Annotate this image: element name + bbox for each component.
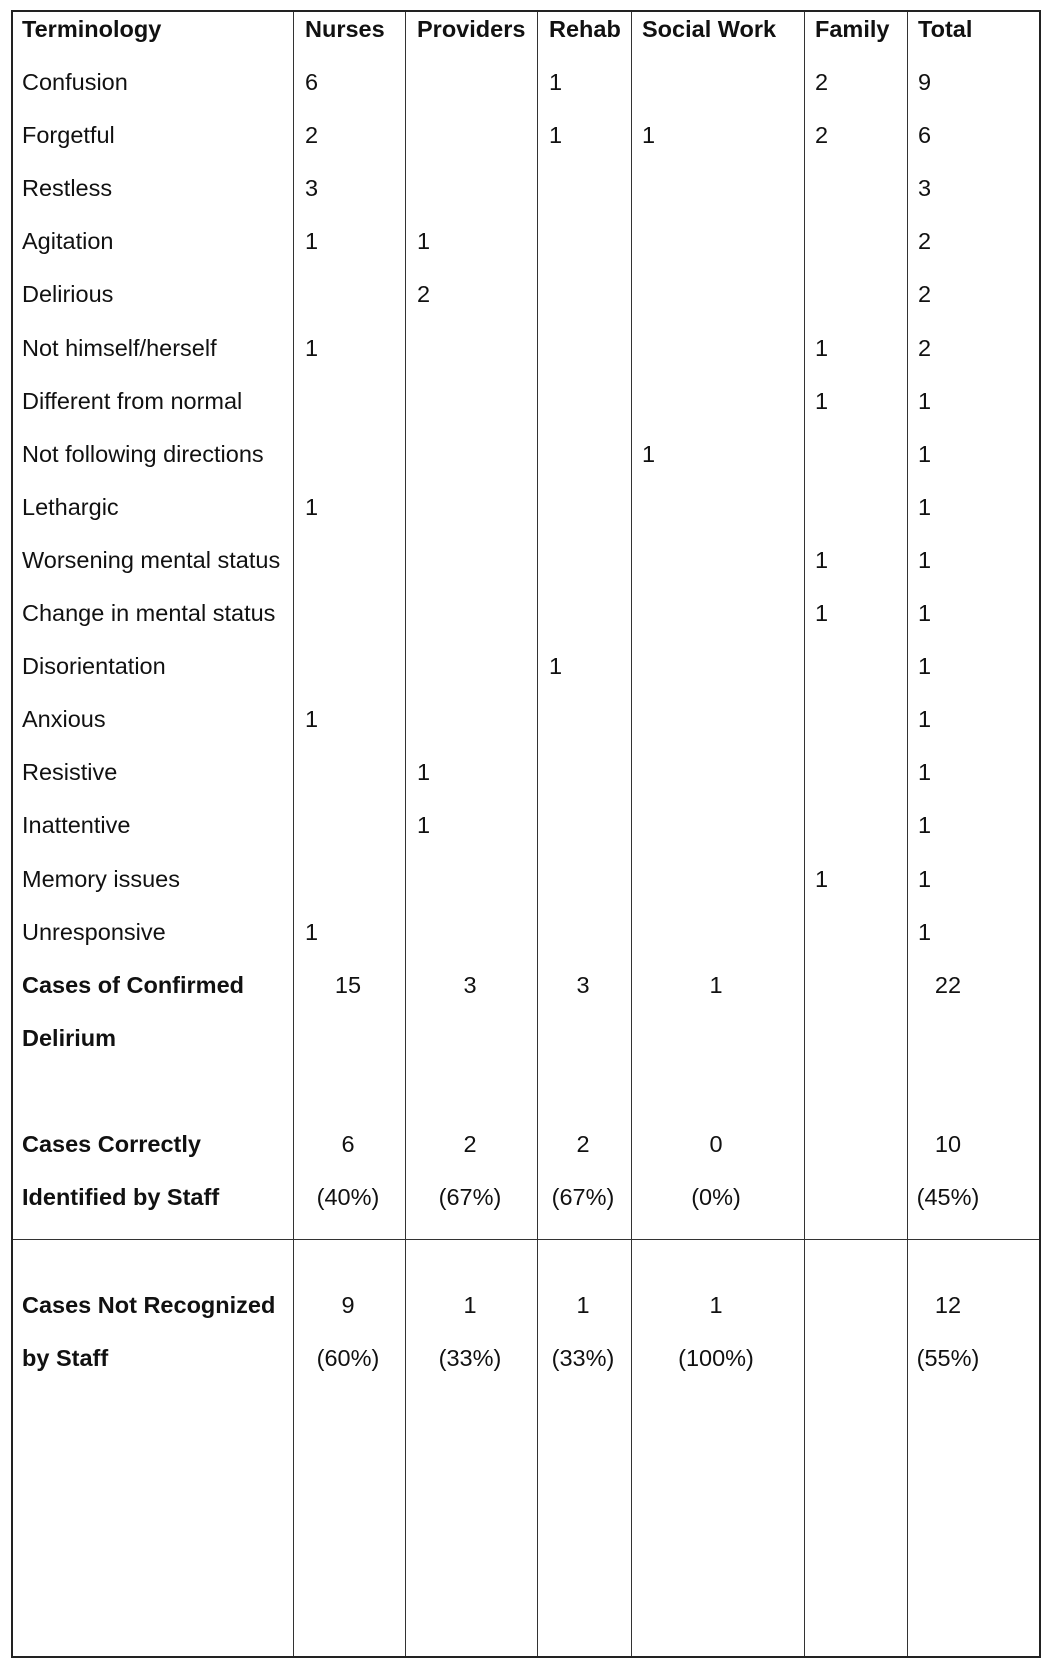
summary-social-work: 0 [709, 1131, 723, 1157]
summary-rehab: 3 [576, 972, 590, 998]
cell-total: 9 [918, 69, 932, 95]
header-providers: Providers [417, 16, 526, 42]
column-divider [405, 12, 406, 1656]
summary-rehab-percent: (67%) [551, 1184, 615, 1210]
cell-total: 1 [918, 600, 932, 626]
cell-family: 1 [815, 865, 829, 892]
summary-rehab-percent: (33%) [551, 1345, 615, 1371]
column-divider [804, 12, 805, 1656]
header-nurses: Nurses [305, 16, 385, 42]
summary-social-work: 1 [709, 972, 723, 998]
cell-total: 1 [918, 706, 932, 733]
term-label: Anxious [22, 706, 106, 733]
cell-total: 6 [918, 122, 932, 149]
summary-nurses-percent: (60%) [316, 1345, 380, 1371]
cell-family: 2 [815, 69, 829, 95]
cell-family: 1 [815, 600, 829, 626]
cell-family: 1 [815, 546, 829, 573]
term-label: Disorientation [22, 653, 166, 680]
cell-nurses: 1 [305, 334, 319, 361]
summary-label: Identified by Staff [22, 1184, 220, 1210]
summary-providers: 2 [463, 1131, 477, 1157]
term-label: Resistive [22, 759, 118, 786]
cell-total: 2 [918, 228, 932, 255]
term-label: Restless [22, 175, 113, 202]
cell-family: 2 [815, 122, 829, 149]
row-divider [13, 1239, 1039, 1240]
header-social-work: Social Work [642, 16, 777, 42]
summary-total: 22 [934, 972, 962, 998]
cell-family: 1 [815, 334, 829, 361]
cell-total: 1 [918, 493, 932, 520]
cell-total: 1 [918, 653, 932, 680]
cell-nurses: 1 [305, 706, 319, 733]
header-rehab: Rehab [549, 16, 621, 42]
term-label: Lethargic [22, 493, 119, 520]
cell-total: 1 [918, 812, 932, 839]
cell-rehab: 1 [549, 69, 563, 95]
summary-social-work-percent: (100%) [678, 1345, 754, 1371]
cell-nurses: 1 [305, 918, 319, 945]
term-label: Confusion [22, 69, 128, 95]
summary-total-percent: (55%) [916, 1345, 980, 1371]
summary-providers-percent: (67%) [438, 1184, 502, 1210]
cell-family: 1 [815, 387, 829, 414]
column-divider [631, 12, 632, 1656]
term-label: Not following directions [22, 440, 264, 467]
summary-label: Cases Not Recognized [22, 1292, 276, 1318]
cell-nurses: 1 [305, 228, 319, 255]
term-label: Delirious [22, 281, 114, 308]
cell-nurses: 2 [305, 122, 319, 149]
cell-total: 1 [918, 759, 932, 786]
cell-total: 1 [918, 918, 932, 945]
column-divider [537, 12, 538, 1656]
cell-nurses: 6 [305, 69, 319, 95]
term-label: Agitation [22, 228, 114, 255]
term-label: Not himself/herself [22, 334, 217, 361]
cell-providers: 1 [417, 812, 431, 839]
cell-providers: 2 [417, 281, 431, 308]
summary-nurses: 15 [334, 972, 362, 998]
cell-rehab: 1 [549, 122, 563, 149]
summary-label: Cases Correctly [22, 1131, 201, 1157]
term-label: Forgetful [22, 122, 115, 149]
summary-rehab: 1 [576, 1292, 590, 1318]
summary-providers: 1 [463, 1292, 477, 1318]
term-label: Memory issues [22, 865, 181, 892]
cell-providers: 1 [417, 228, 431, 255]
cell-total: 2 [918, 281, 932, 308]
summary-label: Delirium [22, 1025, 117, 1051]
column-divider [907, 12, 908, 1656]
summary-social-work-percent: (0%) [691, 1184, 741, 1210]
delirium-terminology-table [11, 10, 1041, 1658]
cell-total: 2 [918, 334, 932, 361]
term-label: Different from normal [22, 387, 243, 414]
header-total: Total [918, 16, 973, 42]
summary-total-percent: (45%) [916, 1184, 980, 1210]
term-label: Inattentive [22, 812, 131, 839]
term-label: Worsening mental status [22, 546, 281, 573]
summary-rehab: 2 [576, 1131, 590, 1157]
summary-label: Cases of Confirmed [22, 972, 244, 998]
cell-nurses: 3 [305, 175, 319, 202]
cell-providers: 1 [417, 759, 431, 786]
summary-nurses-percent: (40%) [316, 1184, 380, 1210]
summary-providers-percent: (33%) [438, 1345, 502, 1371]
cell-total: 1 [918, 440, 932, 467]
summary-nurses: 9 [341, 1292, 355, 1318]
cell-total: 1 [918, 546, 932, 573]
header-family: Family [815, 16, 890, 42]
summary-label: by Staff [22, 1345, 109, 1371]
summary-nurses: 6 [341, 1131, 355, 1157]
summary-social-work: 1 [709, 1292, 723, 1318]
cell-total: 1 [918, 865, 932, 892]
column-divider [293, 12, 294, 1656]
cell-total: 3 [918, 175, 932, 202]
cell-total: 1 [918, 387, 932, 414]
cell-social-work: 1 [642, 122, 656, 149]
header-terminology: Terminology [22, 16, 162, 42]
cell-social-work: 1 [642, 440, 656, 467]
cell-nurses: 1 [305, 493, 319, 520]
term-label: Change in mental status [22, 600, 276, 626]
summary-total: 10 [934, 1131, 962, 1157]
summary-providers: 3 [463, 972, 477, 998]
term-label: Unresponsive [22, 918, 166, 945]
cell-rehab: 1 [549, 653, 563, 680]
summary-total: 12 [934, 1292, 962, 1318]
